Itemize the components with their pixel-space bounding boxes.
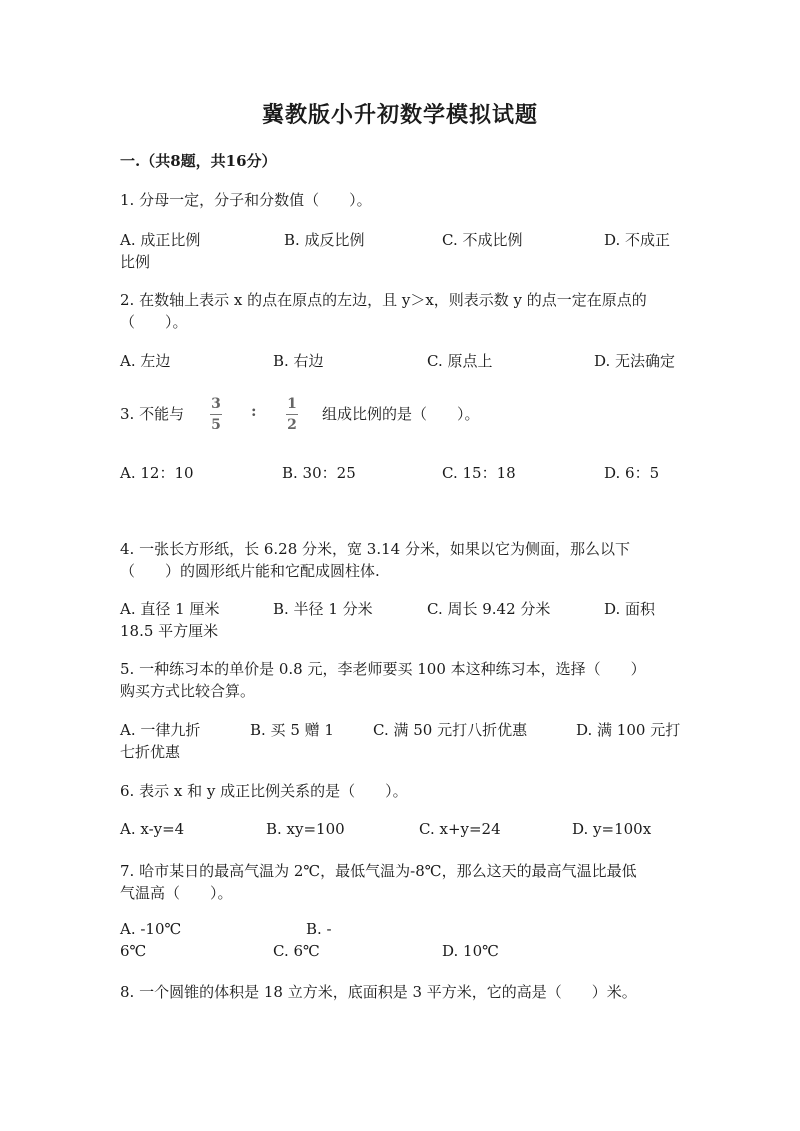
question-4-option-a: A. 直径 1 厘米 <box>120 600 220 618</box>
question-2-text-line-2: （ ）。 <box>120 313 188 331</box>
question-1-option-d-wrap: 比例 <box>120 253 151 271</box>
question-3-suffix: 组成比例的是（ ）。 <box>322 405 480 423</box>
question-1-option-b: B. 成反比例 <box>284 231 365 249</box>
question-5-option-c: C. 满 50 元打八折优惠 <box>373 721 528 739</box>
question-7-option-d: D. 10℃ <box>442 942 499 960</box>
question-1-option-c: C. 不成比例 <box>442 231 523 249</box>
question-1-option-a: A. 成正比例 <box>120 231 201 249</box>
question-6-option-b: B. xy=100 <box>266 820 345 838</box>
question-2-option-c: C. 原点上 <box>427 352 493 370</box>
question-4-option-c: C. 周长 9.42 分米 <box>427 600 551 618</box>
question-7-text-line-1: 7. 哈市某日的最高气温为 2℃，最低气温为-8℃，那么这天的最高气温比最低 <box>120 862 637 880</box>
question-6-option-a: A. x-y=4 <box>120 820 185 838</box>
question-2-option-d: D. 无法确定 <box>594 352 676 370</box>
question-5-option-d: D. 满 100 元打 <box>576 721 681 739</box>
fraction-three-fifths <box>210 396 222 433</box>
question-4-text-line-1: 4. 一张长方形纸，长 6.28 分米，宽 3.14 分米，如果以它为侧面，那么以下 <box>120 540 630 558</box>
fraction-denominator: 2 <box>287 417 297 433</box>
fraction-bar <box>286 414 298 415</box>
question-3-option-a: A. 12：10 <box>120 464 194 482</box>
question-3-prefix: 3. 不能与 <box>120 405 185 423</box>
fraction-numerator: 1 <box>287 396 297 412</box>
question-5-text-line-2: 购买方式比较合算。 <box>120 682 256 700</box>
question-1-option-d: D. 不成正 <box>604 231 671 249</box>
question-4-option-d-wrap: 18.5 平方厘米 <box>120 622 219 640</box>
question-2-option-b: B. 右边 <box>273 352 324 370</box>
question-5-text-line-1: 5. 一种练习本的单价是 0.8 元，李老师要买 100 本这种练习本，选择（ ） <box>120 660 646 678</box>
fraction-one-half <box>286 396 298 433</box>
page-title: 冀教版小升初数学模拟试题 <box>261 102 539 128</box>
question-1-text: 1. 分母一定，分子和分数值（ ）。 <box>120 191 372 209</box>
question-6-option-d: D. y=100x <box>572 820 652 838</box>
question-7-option-b: B. - <box>306 920 332 938</box>
question-5-option-d-wrap: 七折优惠 <box>120 743 181 761</box>
question-3-option-c: C. 15：18 <box>442 464 516 482</box>
question-4-text-line-2: （ ）的圆形纸片能和它配成圆柱体. <box>120 562 380 580</box>
question-7-option-a: A. -10℃ <box>120 920 182 938</box>
question-4-option-b: B. 半径 1 分米 <box>273 600 373 618</box>
question-7-text-line-2: 气温高（ ）。 <box>120 884 233 902</box>
question-8-text: 8. 一个圆锥的体积是 18 立方米，底面积是 3 平方米，它的高是（ ）米。 <box>120 983 637 1001</box>
question-6-option-c: C. x+y=24 <box>419 820 501 838</box>
question-4-option-d: D. 面积 <box>604 600 656 618</box>
fraction-denominator: 5 <box>211 417 221 433</box>
section-heading: 一.（共8题，共16分） <box>120 152 277 170</box>
fraction-numerator: 3 <box>211 396 221 412</box>
question-3-option-b: B. 30：25 <box>282 464 356 482</box>
ratio-colon: : <box>251 402 257 420</box>
question-2-option-a: A. 左边 <box>120 352 171 370</box>
question-6-text: 6. 表示 x 和 y 成正比例关系的是（ ）。 <box>120 782 408 800</box>
question-5-option-a: A. 一律九折 <box>120 721 201 739</box>
question-2-text-line-1: 2. 在数轴上表示 x 的点在原点的左边，且 y＞x，则表示数 y 的点一定在原点的 <box>120 291 647 309</box>
question-3-option-d: D. 6：5 <box>604 464 660 482</box>
question-7-option-b-wrap: 6℃ <box>120 942 147 960</box>
question-5-option-b: B. 买 5 赠 1 <box>250 721 334 739</box>
fraction-bar <box>210 414 222 415</box>
question-7-option-c: C. 6℃ <box>273 942 320 960</box>
